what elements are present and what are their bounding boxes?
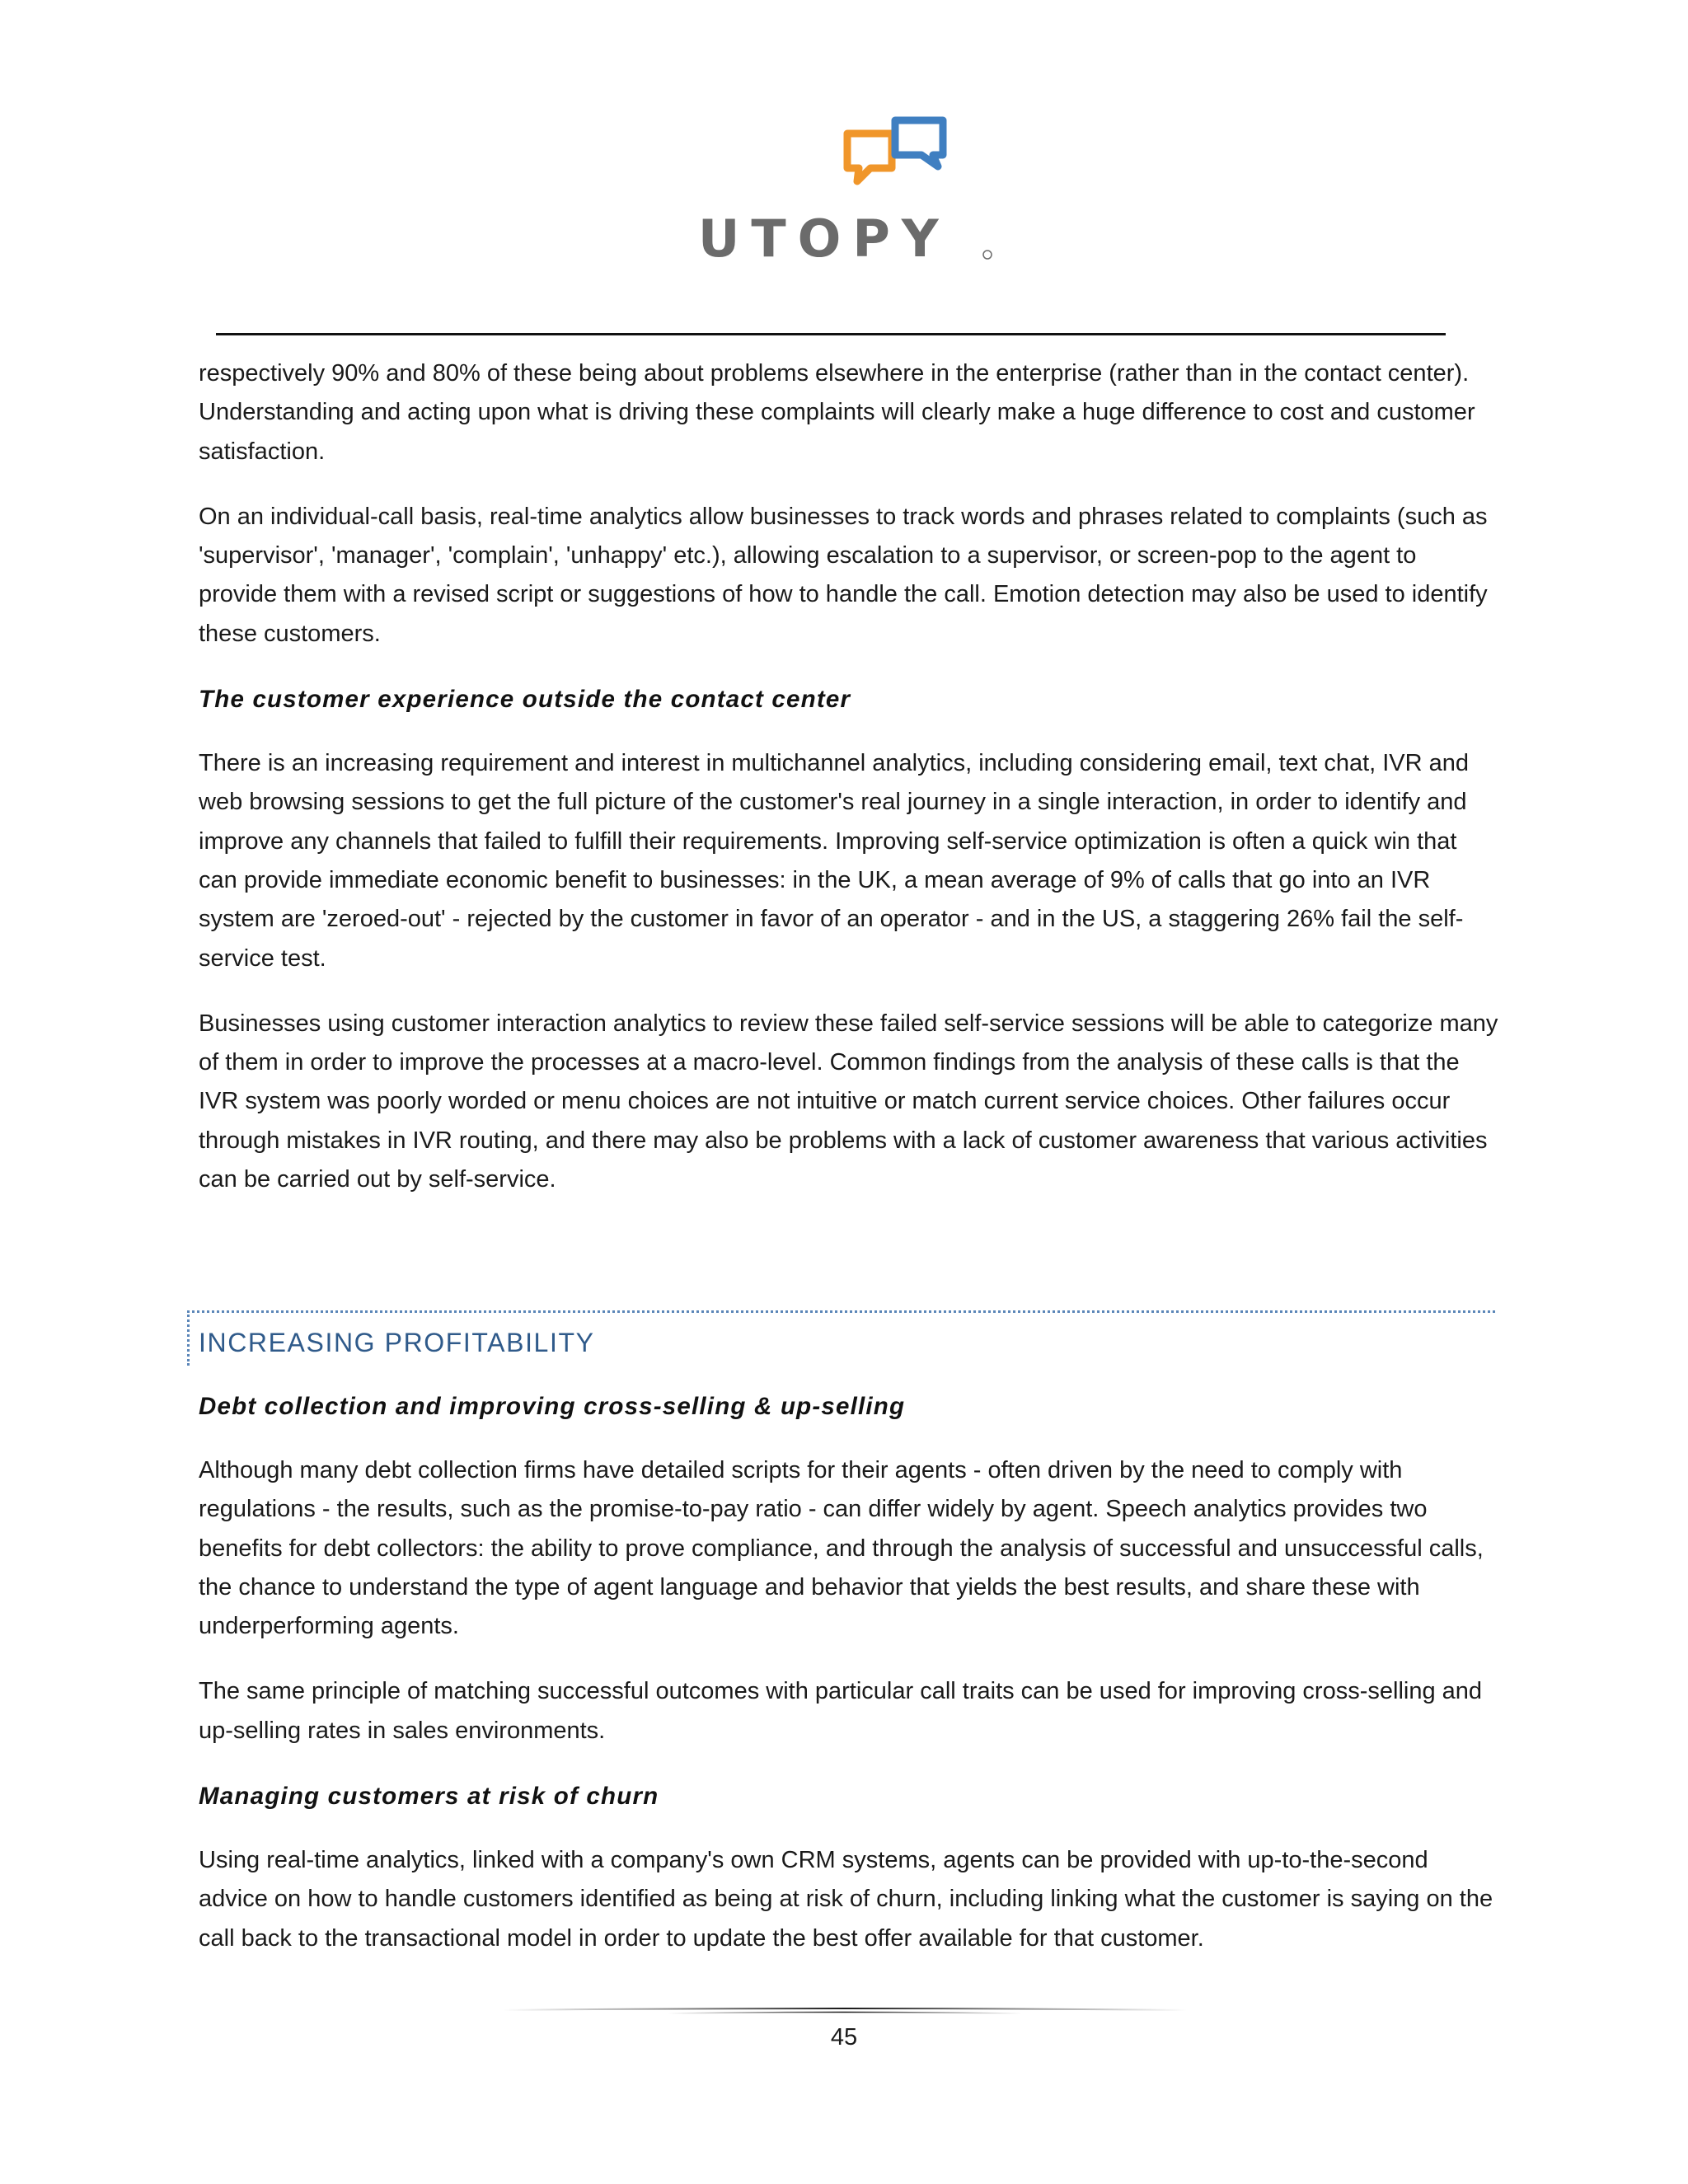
svg-text:UTOPY: UTOPY (698, 210, 950, 268)
subheading: The customer experience outside the contact center (199, 686, 851, 714)
header-rule (216, 333, 1446, 335)
page-number: 45 (830, 2024, 858, 2050)
paragraph: On an individual-call basis, real-time analytics allow businesses to track words and phrases related to complaints (such as 'supervisor', 'manager', 'complain', 'unhappy' etc.), allowing escalation to a supervisor, or screen-pop to the agent to provide them with a revised script or suggestions of how to handle the call. Emotion detection may also be used to identify these customers. (199, 503, 1488, 647)
subheading: Debt collection and improving cross-selling & up-selling (199, 1393, 906, 1420)
subheading: Managing customers at risk of churn (199, 1783, 659, 1811)
utopy-wordmark (696, 210, 993, 268)
content-bottom (199, 1387, 1501, 1985)
paragraph: respectively 90% and 80% of these being about problems elsewhere in the enterprise (rather than in the contact center). Understanding and acting upon what is driving these complaints will clearly make a huge difference to cost and customer satisfaction. (199, 360, 1475, 465)
section-title: INCREASING PROFITABILITY (199, 1328, 595, 1357)
paragraph: Although many debt collection firms have detailed scripts for their agents - often driven by the need to comply with regulations - the results, such as the promise-to-pay ratio - can differ widely by agent. Speech analytics provides two benefits for debt collectors: the ability to prove compliance, and through the analysis of successful and unsuccessful calls, the chance to understand the type of agent language and behavior that yields the best results, and share these with underperforming agents. (199, 1457, 1484, 1640)
speech-bubbles-icon (841, 115, 973, 202)
paragraph: Businesses using customer interaction analytics to review these failed self-service sessions will be able to categorize many of them in order to improve the processes at a macro-level. Common findings from the analysis of these calls is that the IVR system was poorly worded or menu choices are not intuitive or match current service choices. Other failures occur through mistakes in IVR routing, and there may also be problems with a lack of customer awareness that various activities can be carried out by self-service. (199, 1010, 1498, 1193)
paragraph: The same principle of matching successful outcomes with particular call traits can be used for improving cross-selling and up-selling rates in sales environments. (199, 1678, 1483, 1744)
content-top (199, 354, 1501, 1226)
footer-rule (503, 2008, 1187, 2021)
utopy-logo (696, 115, 993, 268)
paragraph: There is an increasing requirement and interest in multichannel analytics, including considering email, text chat, IVR and web browsing sessions to get the full picture of the customer's real journey in a single interaction, in order to identify and improve any channels that failed to fulfill their requirements. Improving self-service optimization is often a quick win that can provide immediate economic benefit to businesses: in the UK, a mean average of 9% of calls that go into an IVR system are 'zeroed-out' - rejected by the customer in favor of an operator - and in the US, a staggering 26% fail the self-service test. (199, 750, 1470, 972)
paragraph: Using real-time analytics, linked with a company's own CRM systems, agents can be provided with up-to-the-second advice on how to handle customers identified as being at risk of churn, including linking what the customer is saying on the call back to the transactional model in order to update the best offer available for that customer. (199, 1847, 1493, 1952)
